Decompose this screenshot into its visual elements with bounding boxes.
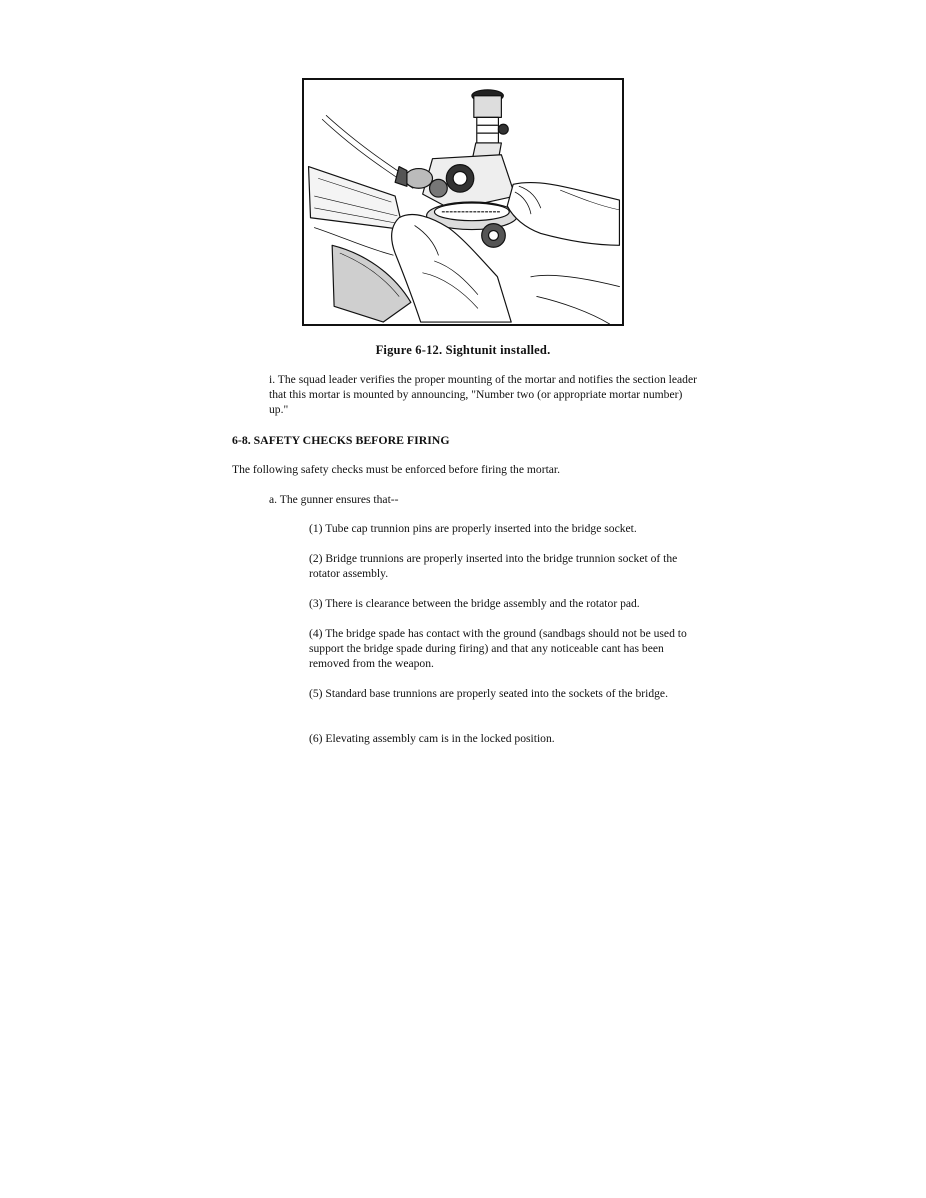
figure-6-12 [302, 78, 624, 326]
section-intro: The following safety checks must be enforced before firing the mortar. [232, 463, 561, 476]
check-item-2: (2) Bridge trunnions are properly inserted into the bridge trunnion socket of the rotator assembly. [309, 552, 678, 580]
check-item-6: (6) Elevating assembly cam is in the locked position. [309, 732, 555, 745]
check-item-3: (3) There is clearance between the bridge assembly and the rotator pad. [309, 597, 640, 610]
sightunit-illustration [304, 80, 622, 324]
check-item-5: (5) Standard base trunnions are properly seated into the sockets of the bridge. [309, 687, 668, 700]
check-item-1: (1) Tube cap trunnion pins are properly inserted into the bridge socket. [309, 522, 637, 535]
check-item-4: (4) The bridge spade has contact with the ground (sandbags should not be used to support the bridge spade during firing) and that any noticeable cant has been removed from the weapon. [309, 627, 687, 670]
paragraph-i: i. The squad leader verifies the proper mounting of the mortar and notifies the section leader that this mortar is mounted by announcing, "Number two (or appropriate mortar number) up." [269, 373, 697, 416]
figure-caption: Figure 6-12. Sightunit installed. [375, 343, 551, 357]
section-heading: 6-8. SAFETY CHECKS BEFORE FIRING [232, 433, 450, 447]
paragraph-a: a. The gunner ensures that-- [269, 493, 399, 506]
